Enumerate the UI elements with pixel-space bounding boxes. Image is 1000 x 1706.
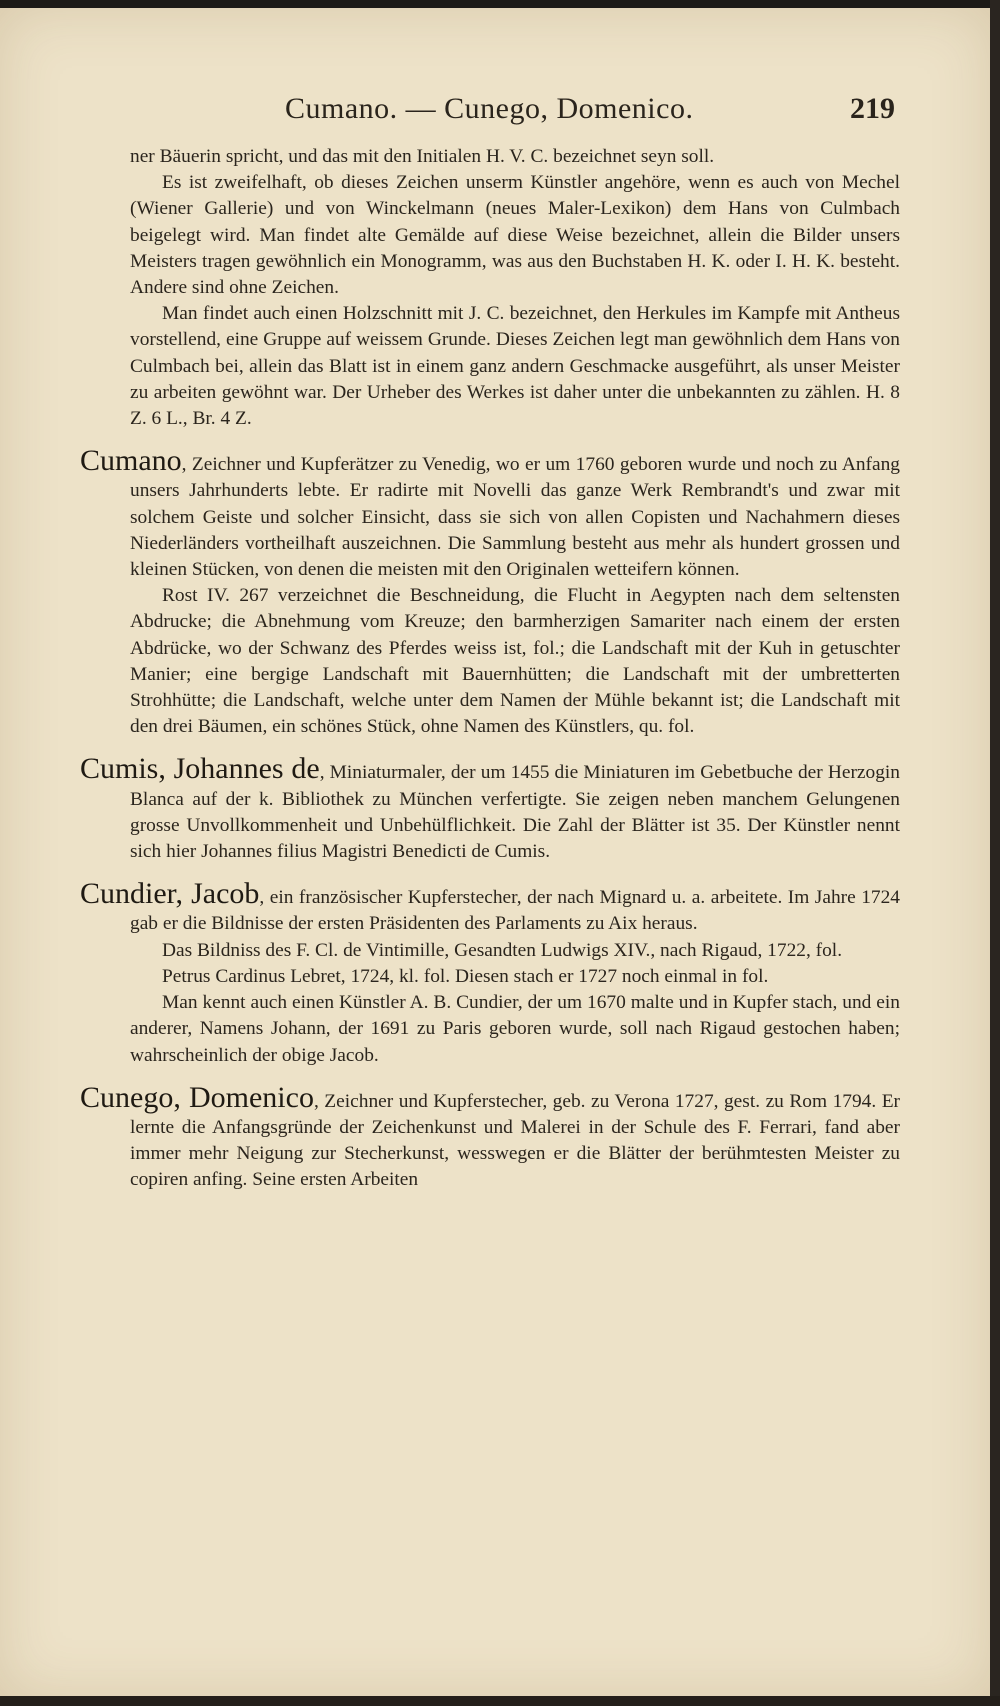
entry-cundier	[80, 877, 900, 937]
page-header	[0, 92, 990, 132]
entry-heading: Cumano	[80, 444, 182, 478]
entry-text: , Zeichner und Kupferätzer zu Venedig, wo er um 1760 geboren wurde und noch zu Anfang unsers Jahrhunderts lebte. Er radirte mit Novelli das ganze Werk Rembrandt's und zwar mit solchem Geiste und solcher Einsicht, dass sie sich von allen Copisten und Nachahmern dieses Niederländers vortheilhaft auszeichnen. Die Sammlung besteht aus mehr als hundert grossen und kleinen Stücken, von denen die meisten mit den Originalen wetteifern können.	[130, 454, 900, 581]
entry-cumano	[80, 444, 900, 583]
page-number: 219	[850, 92, 895, 125]
entry-text: , ein französischer Kupferstecher, der nach Mignard u. a. arbeitete. Im Jahre 1724 gab er die Bildnisse der ersten Präsidenten des Parlaments zu Aix heraus.	[130, 887, 900, 935]
entry-cumis	[80, 752, 900, 865]
paragraph: Man findet auch einen Holzschnitt mit J. C. bezeichnet, den Herkules im Kampfe mit Antheus vorstellend, eine Gruppe auf weissem Grunde. Dieses Zeichen legt man gewöhnlich dem Hans von Culmbach bei, allein das Blatt ist in einem ganz andern Geschmacke ausgeführt, als unser Meister zu arbeiten gewöhnt war. Der Urheber des Werkes ist daher unter die unbekannten zu zählen. H. 8 Z. 6 L., Br. 4 Z.	[130, 303, 900, 430]
paragraph: ner Bäuerin spricht, und das mit den Initialen H. V. C. bezeichnet seyn soll.	[130, 146, 715, 167]
entry-heading: Cunego, Domenico	[80, 1080, 314, 1114]
book-page	[0, 8, 990, 1698]
entry-subparagraph: Petrus Cardinus Lebret, 1724, kl. fol. Diesen stach er 1727 noch einmal in fol.	[162, 965, 769, 987]
paragraph: Es ist zweifelhaft, ob dieses Zeichen unserm Künstler angehöre, wenn es auch von Mechel (Wiener Gallerie) und von Winckelmann (neues Maler-Lexikon) dem Hans von Culmbach beigelegt wird. Man findet alte Gemälde auf diese Weise bezeichnet, allein die Bilder unsers Meisters tragen gewöhnlich ein Monogramm, was aus den Buchstaben H. K. oder I. H. K. besteht. Andere sind ohne Zeichen.	[130, 172, 900, 299]
entry-heading: Cundier, Jacob	[80, 877, 260, 911]
entry-cunego	[80, 1080, 901, 1194]
entry-subparagraph: Das Bildniss des F. Cl. de Vintimille, Gesandten Ludwigs XIV., nach Rigaud, 1722, fol.	[162, 939, 843, 961]
entry-subparagraph: Man kennt auch einen Künstler A. B. Cundier, der um 1670 malte und in Kupfer stach, und ein anderer, Namens Johann, der 1691 zu Paris geboren wurde, soll nach Rigaud gestochen haben; wahrscheinlich der obige Jacob.	[130, 992, 900, 1066]
scan-edge-bottom	[0, 1696, 1000, 1706]
entry-text: , Zeichner und Kupferstecher, geb. zu Verona 1727, gest. zu Rom 1794. Er lernte die Anfangsgründe der Zeichenkunst und Malerei in der Schule des F. Ferrari, fand aber immer mehr Neigung zur Stecherkunst, wesswegen er die Blätter der berühmtesten Meister zu copiren anfing. Seine ersten Arbeiten	[130, 1090, 901, 1191]
entry-heading: Cumis, Johannes de	[80, 752, 320, 786]
page-body	[80, 144, 900, 1194]
scan-edge-right	[990, 0, 1000, 1706]
entry-text: , Miniaturmaler, der um 1455 die Miniaturen im Gebetbuche der Herzogin Blanca auf der k. Bibliothek zu München verfertigte. Sie zeigen neben manchem Gelungenen grosse Unvollkommenheit und Unbehülflichkeit. Die Zahl der Blätter ist 35. Der Künstler nennt sich hier Johannes filius Magistri Benedicti de Cumis.	[130, 762, 900, 863]
entry-subparagraph: Rost IV. 267 verzeichnet die Beschneidung, die Flucht in Aegypten nach dem seltensten Abdrucke; die Abnehmung vom Kreuze; den barmherzigen Samariter nach einem der ersten Abdrücke, wo der Schwanz des Pferdes weiss ist, fol.; die Landschaft mit der Kuh in getuschter Manier; eine bergige Landschaft mit Bauernhütten; die Landschaft mit der umbretterten Strohhütte; die Landschaft, welche unter dem Namen der Mühle bekannt ist; die Landschaft mit den drei Bäumen, ein schönes Stück, ohne Namen des Künstlers, qu. fol.	[130, 585, 900, 738]
running-title: Cumano. — Cunego, Domenico.	[285, 92, 694, 125]
